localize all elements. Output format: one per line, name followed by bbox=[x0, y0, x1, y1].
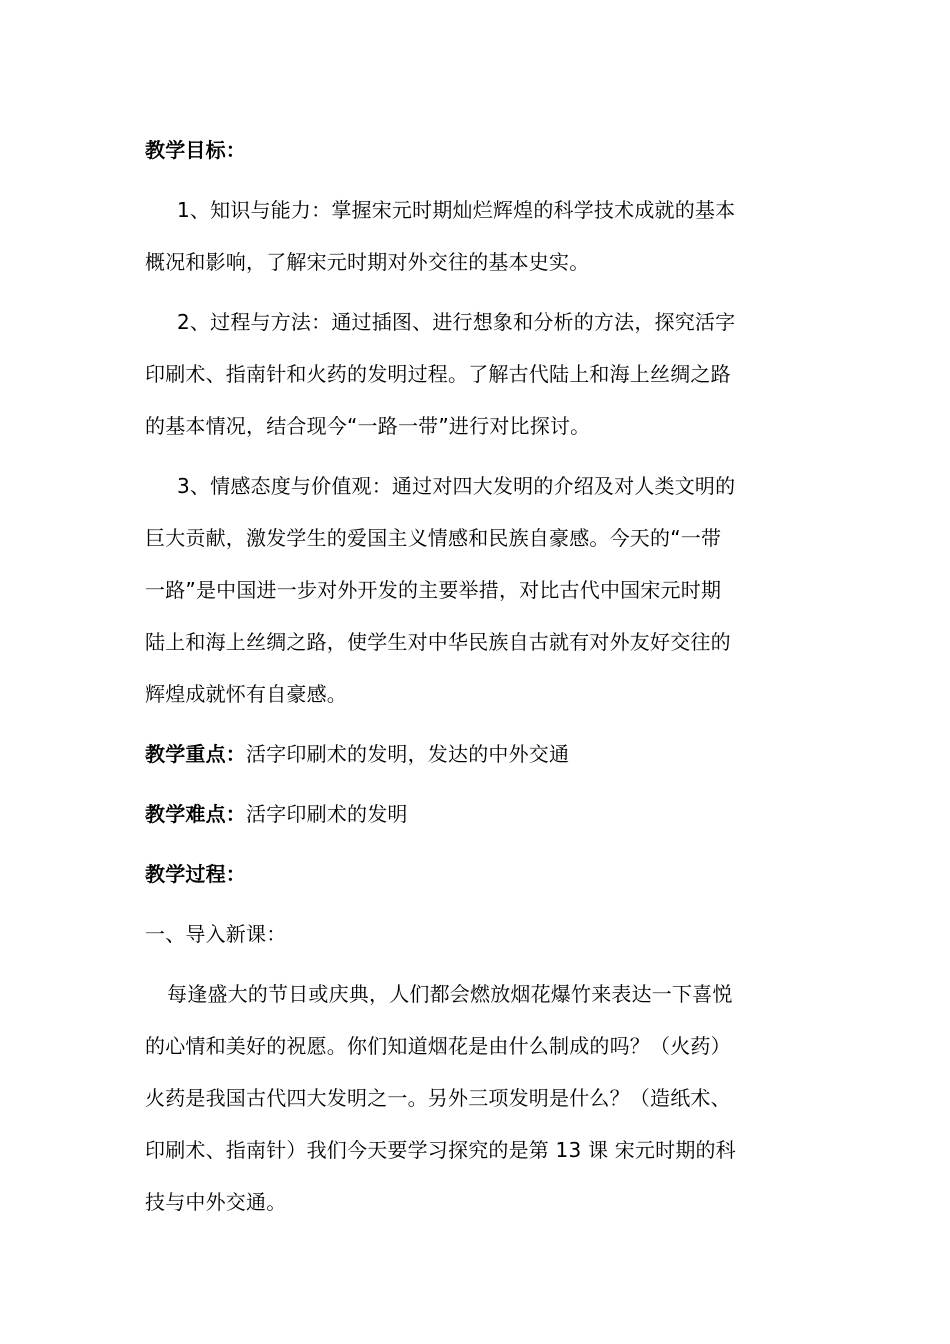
objective-process-line: 的基本情况，结合现今“一路一带”进行对比探讨。 bbox=[145, 414, 591, 438]
intro-paragraph bbox=[145, 968, 805, 1228]
objective-knowledge-line: 概况和影响，了解宋元时期对外交往的基本史实。 bbox=[145, 250, 590, 274]
intro-line: 的心情和美好的祝愿。你们知道烟花是由什么制成的吗？（火药） bbox=[145, 1034, 731, 1058]
objective-process-line: 印刷术、指南针和火药的发明过程。了解古代陆上和海上丝绸之路 bbox=[145, 362, 731, 386]
objective-emotion bbox=[145, 460, 805, 720]
objective-process-line: 2、过程与方法：通过插图、进行想象和分析的方法，探究活字 bbox=[177, 310, 736, 334]
objective-emotion-line: 3、情感态度与价值观：通过对四大发明的介绍及对人类文明的 bbox=[177, 474, 736, 498]
objective-emotion-line: 一路”是中国进一步对外开发的主要举措，对比古代中国宋元时期 bbox=[145, 578, 722, 602]
key-points bbox=[145, 728, 805, 780]
intro-line: 技与中外交通。 bbox=[145, 1190, 287, 1214]
difficulties bbox=[145, 788, 805, 840]
difficulties-label: 教学难点： bbox=[145, 802, 246, 826]
objective-emotion-line: 巨大贡献，激发学生的爱国主义情感和民族自豪感。今天的“一带 bbox=[145, 526, 722, 550]
process-heading: 教学过程： bbox=[145, 862, 246, 886]
intro-line: 火药是我国古代四大发明之一。另外三项发明是什么？（造纸术、 bbox=[145, 1086, 731, 1110]
objective-knowledge-line: 1、知识与能力：掌握宋元时期灿烂辉煌的科学技术成就的基本 bbox=[177, 198, 736, 222]
objective-emotion-line: 辉煌成就怀有自豪感。 bbox=[145, 682, 347, 706]
key-points-text: 活字印刷术的发明，发达的中外交通 bbox=[246, 742, 570, 766]
objective-emotion-line: 陆上和海上丝绸之路，使学生对中华民族自古就有对外友好交往的 bbox=[145, 630, 731, 654]
section-title: 一、导入新课： bbox=[145, 922, 287, 946]
document-page bbox=[145, 124, 805, 1236]
objectives-heading: 教学目标： bbox=[145, 138, 246, 162]
intro-line: 印刷术、指南针）我们今天要学习探究的是第 13 课 宋元时期的科 bbox=[145, 1138, 736, 1162]
objective-knowledge bbox=[145, 184, 805, 288]
difficulties-text: 活字印刷术的发明 bbox=[246, 802, 408, 826]
objective-process bbox=[145, 296, 805, 452]
key-points-label: 教学重点： bbox=[145, 742, 246, 766]
intro-line: 每逢盛大的节日或庆典，人们都会燃放烟花爆竹来表达一下喜悦 bbox=[167, 982, 733, 1006]
